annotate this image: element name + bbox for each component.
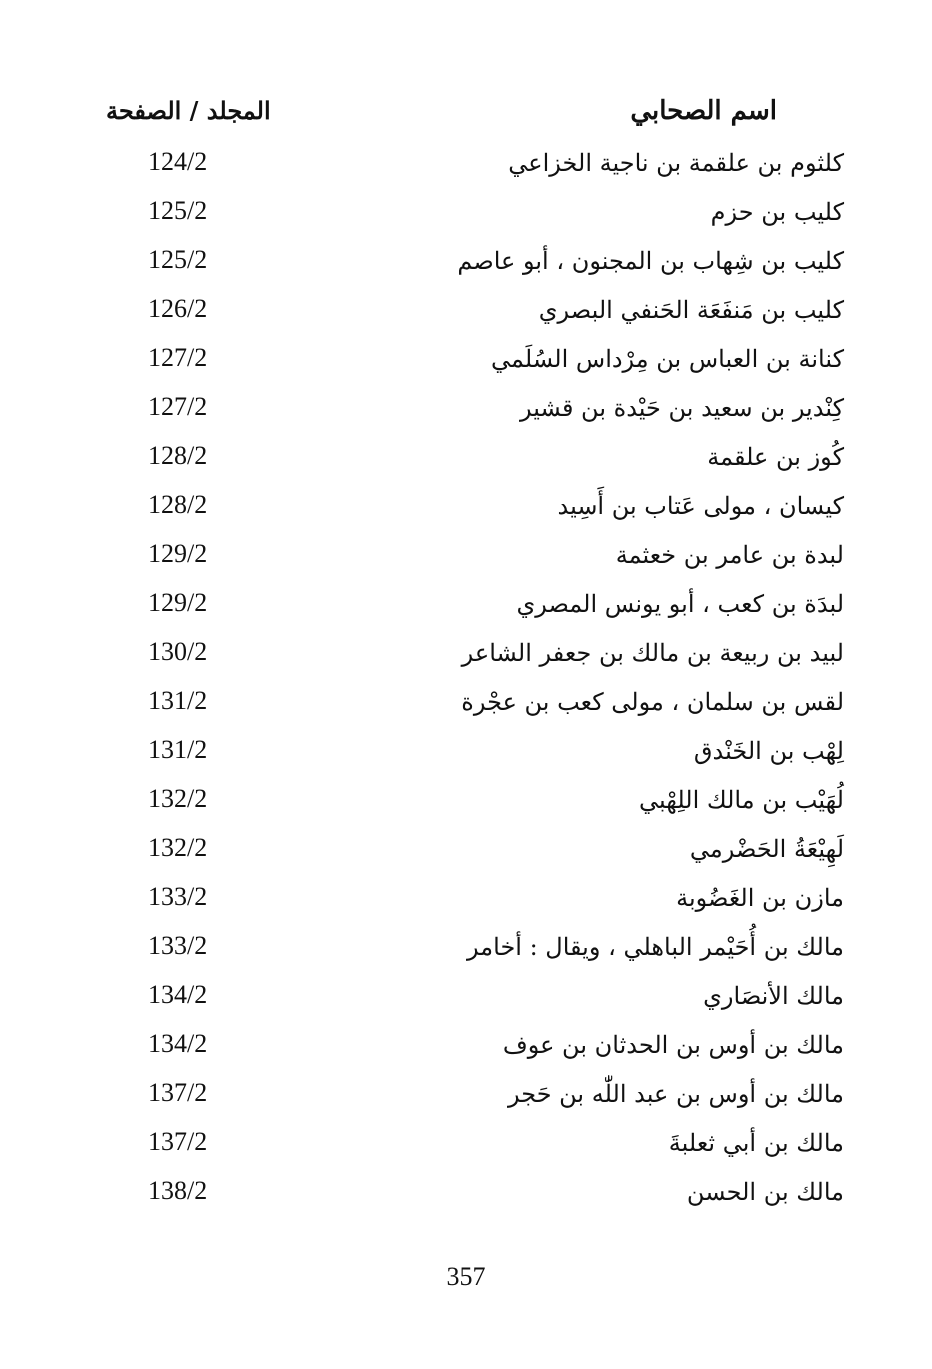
index-entry (0, 192, 932, 241)
entry-name: مازن بن الغَضُوبة (676, 884, 844, 912)
entry-page-ref: 126/2 (148, 294, 208, 323)
entry-page-ref: 131/2 (148, 735, 208, 764)
index-entry (0, 241, 932, 290)
entry-name: لُهَيْب بن مالك اللِهْبي (639, 786, 844, 814)
entry-name: مالك بن أوس بن عبد اللّٰه بن حَجر (507, 1080, 844, 1108)
index-entry (0, 1025, 932, 1074)
entry-page-ref: 125/2 (148, 196, 208, 225)
entry-page-ref: 130/2 (148, 637, 208, 666)
entry-name: مالك بن الحسن (686, 1178, 844, 1206)
entry-name: كليب بن مَنفَعَة الحَنفي البصري (538, 296, 844, 324)
entry-page-ref: 133/2 (148, 882, 208, 911)
entry-name: لبدَة بن كعب ، أبو يونس المصري (516, 590, 844, 618)
entry-name: لَهِيْعَةُ الحَضْرمي (689, 835, 844, 863)
entry-name: لبيد بن ربيعة بن مالك بن جعفر الشاعر (461, 639, 844, 667)
index-entry (0, 535, 932, 584)
index-entry (0, 976, 932, 1025)
entry-name: كنانة بن العباس بن مِرْداس السُلَمي (491, 345, 844, 373)
index-entry (0, 682, 932, 731)
entry-page-ref: 125/2 (148, 245, 208, 274)
entry-name: لِهْب بن الخَنْدق (693, 737, 844, 765)
entry-name: مالك بن أبي ثعلبةَ (668, 1129, 844, 1157)
entry-name: مالك بن أوس بن الحدثان بن عوف (502, 1031, 844, 1059)
index-entry (0, 388, 932, 437)
index-entry (0, 1074, 932, 1123)
entry-page-ref: 129/2 (148, 539, 208, 568)
table-header (0, 96, 932, 140)
entry-page-ref: 134/2 (148, 980, 208, 1009)
entry-name: كُوز بن علقمة (707, 443, 844, 471)
index-entry (0, 339, 932, 388)
entry-page-ref: 124/2 (148, 147, 208, 176)
index-entry (0, 927, 932, 976)
entry-page-ref: 127/2 (148, 343, 208, 372)
entry-name: مالك بن أُحَيْمر الباهلي ، ويقال : أخامر (467, 933, 844, 961)
index-entry (0, 584, 932, 633)
entry-page-ref: 131/2 (148, 686, 208, 715)
entry-name: لقس بن سلمان ، مولى كعب بن عجْرة (461, 688, 844, 716)
index-entries (0, 143, 932, 1221)
entry-page-ref: 128/2 (148, 441, 208, 470)
entry-name: كيسان ، مولى عَتاب بن أَسِيد (557, 492, 844, 520)
index-entry (0, 1172, 932, 1221)
index-entry (0, 437, 932, 486)
index-entry (0, 290, 932, 339)
entry-page-ref: 137/2 (148, 1078, 208, 1107)
entry-name: كلثوم بن علقمة بن ناجية الخزاعي (508, 149, 844, 177)
index-entry (0, 878, 932, 927)
index-entry (0, 633, 932, 682)
index-entry (0, 1123, 932, 1172)
entry-page-ref: 128/2 (148, 490, 208, 519)
column-header-companion-name: اسم الصحابي (630, 96, 777, 126)
entry-page-ref: 132/2 (148, 833, 208, 862)
entry-name: مالك الأنصَاري (703, 982, 844, 1010)
entry-page-ref: 138/2 (148, 1176, 208, 1205)
page-number: 357 (446, 1262, 486, 1291)
entry-name: كليب بن شِهاب بن المجنون ، أبو عاصم (457, 247, 844, 275)
index-entry (0, 731, 932, 780)
index-entry (0, 780, 932, 829)
index-entry (0, 486, 932, 535)
entry-page-ref: 137/2 (148, 1127, 208, 1156)
entry-name: كِنْدير بن سعيد بن حَيْدة بن قشير (520, 394, 844, 422)
entry-page-ref: 134/2 (148, 1029, 208, 1058)
entry-page-ref: 127/2 (148, 392, 208, 421)
entry-page-ref: 132/2 (148, 784, 208, 813)
entry-page-ref: 129/2 (148, 588, 208, 617)
index-entry (0, 143, 932, 192)
column-header-volume-page: المجلد / الصفحة (106, 96, 271, 125)
entry-page-ref: 133/2 (148, 931, 208, 960)
entry-name: كليب بن حزم (710, 198, 844, 226)
entry-name: لبدة بن عامر بن خعثمة (615, 541, 844, 569)
index-entry (0, 829, 932, 878)
